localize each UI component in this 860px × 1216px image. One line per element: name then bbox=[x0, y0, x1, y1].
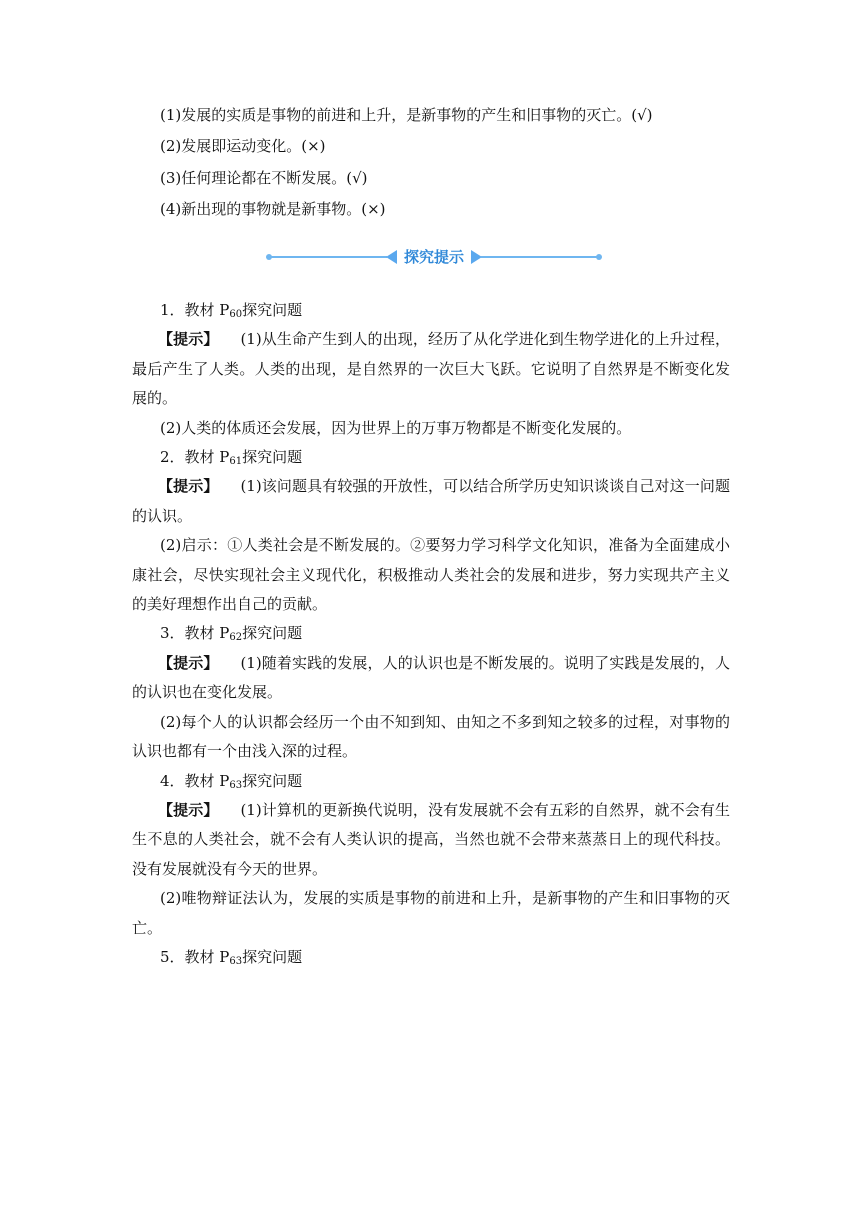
tip-label: 【提示】 bbox=[158, 330, 219, 349]
answer-paragraph: 【提示】 (1)随着实践的发展，人的认识也是不断发展的。说明了实践是发展的，人的认识也在变化发展。 bbox=[132, 653, 730, 702]
tip-label: 【提示】 bbox=[158, 800, 219, 819]
answer-paragraph: 【提示】 (1)从生命产生到人的出现，经历了从化学进化到生物学进化的上升过程，最后产生了人类。人类的出现，是自然界的一次巨大飞跃。它说明了自然界是不断变化发展的。 bbox=[132, 330, 730, 408]
banner-line-right bbox=[481, 256, 598, 258]
tips-section bbox=[132, 296, 730, 972]
answer-paragraph: (2)唯物辩证法认为，发展的实质是事物的前进和上升，是新事物的产生和旧事物的灭亡。 bbox=[132, 889, 730, 937]
question-heading: 2．教材 $P_{61}$探究问题 bbox=[160, 448, 303, 468]
section-banner bbox=[266, 246, 602, 268]
triangle-left-icon bbox=[386, 250, 397, 264]
judgment-item: (2)发展即运动变化。(×) bbox=[160, 137, 326, 156]
answer-paragraph: 【提示】 (1)计算机的更新换代说明，没有发展就不会有五彩的自然界，就不会有生生不息的人类社会，就不会有人类认识的提高，当然也就不会带来蒸蒸日上的现代科技。没有发展就没有今天的世界。 bbox=[132, 800, 730, 878]
question-heading: 1．教材 $P_{60}$探究问题 bbox=[160, 301, 303, 320]
tip-label: 【提示】 bbox=[158, 653, 219, 672]
answer-paragraph: (2)人类的体质还会发展，因为世界上的万事万物都是不断变化发展的。 bbox=[160, 418, 632, 437]
banner-title: 探究提示 bbox=[403, 248, 464, 266]
answer-paragraph: (2)启示：①人类社会是不断发展的。②要努力学习科学文化知识，准备为全面建成小康社会，尽快实现社会主义现代化，积极推动人类社会的发展和进步，努力实现共产主义的美好理想作出自己的贡献。 bbox=[132, 536, 730, 614]
question-heading: 4．教材 $P_{63}$探究问题 bbox=[160, 771, 303, 791]
judgment-item: (3)任何理论都在不断发展。(√) bbox=[160, 168, 368, 187]
answer-paragraph: (2)每个人的认识都会经历一个由不知到知、由知之不多到知之较多的过程，对事物的认识也都有一个由浅入深的过程。 bbox=[132, 712, 730, 761]
judgment-item: (4)新出现的事物就是新事物。(×) bbox=[160, 199, 386, 218]
question-heading: 3．教材 $P_{62}$探究问题 bbox=[160, 624, 303, 644]
judgment-list bbox=[160, 100, 740, 225]
answer-paragraph: 【提示】 (1)该问题具有较强的开放性，可以结合所学历史知识谈谈自己对这一问题的认识。 bbox=[132, 477, 730, 525]
tip-label: 【提示】 bbox=[158, 477, 219, 496]
banner-line-left bbox=[270, 256, 387, 258]
question-heading: 5．教材 $P_{63}$探究问题 bbox=[160, 947, 303, 967]
banner-dot-right bbox=[596, 254, 602, 260]
judgment-item: (1)发展的实质是事物的前进和上升，是新事物的产生和旧事物的灭亡。(√) bbox=[160, 106, 653, 124]
